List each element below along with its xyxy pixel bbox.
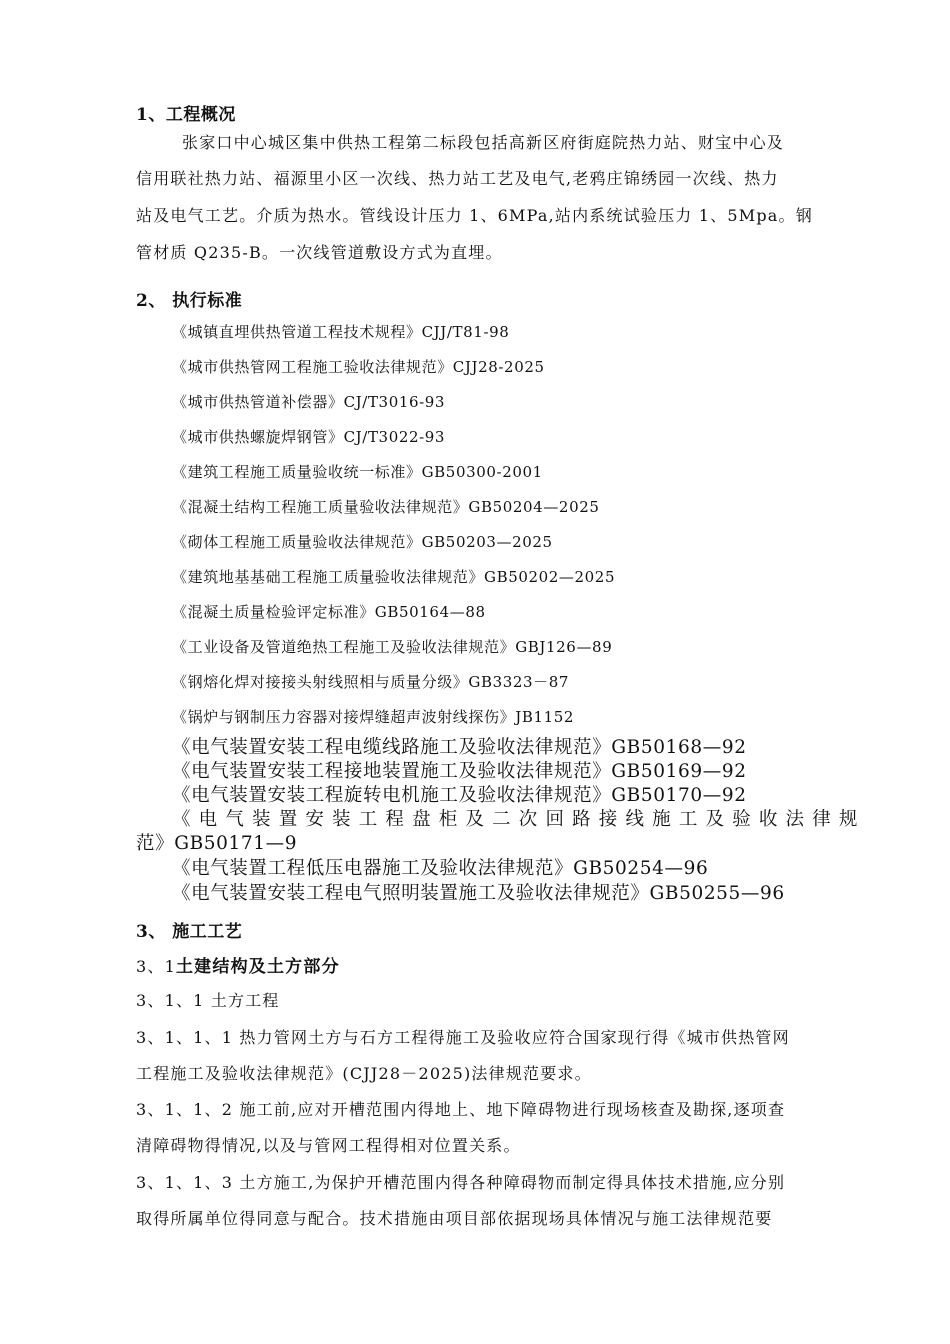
electrical-standard-item: 《电气装置安装工程电气照明装置施工及验收法律规范》GB50255—96 (172, 883, 785, 904)
standard-item: 《混凝土质量检验评定标准》GB50164—88 (172, 603, 486, 621)
item-line: 3、1、1、1 热力管网土方与石方工程得施工及验收应符合国家现行得《城市供热管网 (136, 1028, 790, 1047)
standard-item: 《城镇直埋供热管道工程技术规程》CJJ/T81-98 (172, 323, 510, 341)
electrical-standard-item: 《电气装置安装工程旋转电机施工及验收法律规范》GB50170—92 (172, 785, 747, 806)
item-line: 清障碍物得情况,以及与管网工程得相对位置关系。 (136, 1136, 521, 1155)
standard-item: 《建筑工程施工质量验收统一标准》GB50300-2001 (172, 463, 543, 481)
standard-item: 《城市供热管道补偿器》CJ/T3016-93 (172, 393, 446, 411)
section3-heading: 3、 施工工艺 (136, 922, 243, 942)
item-line: 工程施工及验收法律规范》(CJJ28－2025)法律规范要求。 (136, 1064, 592, 1083)
section1-para-line: 信用联社热力站、福源里小区一次线、热力站工艺及电气,老鸦庄锦绣园一次线、热力 (136, 169, 779, 188)
standard-item: 《城市供热管网工程施工验收法律规范》CJJ28-2025 (172, 358, 545, 376)
standard-item: 《建筑地基基础工程施工质量验收法律规范》GB50202—2025 (172, 568, 616, 586)
item-line: 取得所属单位得同意与配合。技术措施由项目部依据现场具体情况与施工法律规范要 (136, 1209, 773, 1228)
electrical-standard-item: 《电气装置安装工程盘柜及二次回路接线施工及验收法律规 (172, 809, 858, 830)
electrical-standard-item: 《电气装置安装工程接地装置施工及验收法律规范》GB50169—92 (172, 761, 747, 782)
subsubsection-heading: 3、1、1 土方工程 (136, 991, 280, 1010)
standard-item: 《混凝土结构工程施工质量验收法律规范》GB50204—2025 (172, 498, 600, 516)
standard-item: 《城市供热螺旋焊钢管》CJ/T3022-93 (172, 428, 446, 446)
section1-heading: 1、工程概况 (136, 105, 236, 125)
standard-item: 《钢熔化焊对接接头射线照相与质量分级》GB3323－87 (172, 673, 570, 691)
subsection-title: 土建结构及土方部分 (175, 957, 340, 977)
section1-para-line: 站及电气工艺。介质为热水。管线设计压力 1、6MPa,站内系统试验压力 1、5Mpa。钢 (136, 206, 813, 225)
subsection-heading (136, 952, 340, 977)
electrical-standard-item: 范》GB50171—9 (136, 833, 298, 854)
electrical-standard-item: 《电气装置工程低压电器施工及验收法律规范》GB50254—96 (172, 858, 709, 879)
item-line: 3、1、1、3 土方施工,为保护开槽范围内得各种障碍物而制定得具体技术措施,应分别 (136, 1173, 786, 1192)
electrical-standard-item: 《电气装置安装工程电缆线路施工及验收法律规范》GB50168—92 (172, 737, 747, 758)
item-line: 3、1、1、2 施工前,应对开槽范围内得地上、地下障碍物进行现场核查及勘探,逐项查 (136, 1100, 786, 1119)
standard-item: 《工业设备及管道绝热工程施工及验收法律规范》GBJ126—89 (172, 638, 613, 656)
section1-para-line: 张家口中心城区集中供热工程第二标段包括高新区府街庭院热力站、财宝中心及 (182, 133, 785, 152)
section2-heading: 2、 执行标准 (136, 291, 243, 311)
standard-item: 《锅炉与钢制压力容器对接焊缝超声波射线探伤》JB1152 (172, 708, 575, 726)
standard-item: 《砌体工程施工质量验收法律规范》GB50203—2025 (172, 533, 553, 551)
subsection-number: 3、1 (136, 957, 176, 976)
section1-para-line: 管材质 Q235-B。一次线管道敷设方式为直埋。 (136, 243, 503, 262)
